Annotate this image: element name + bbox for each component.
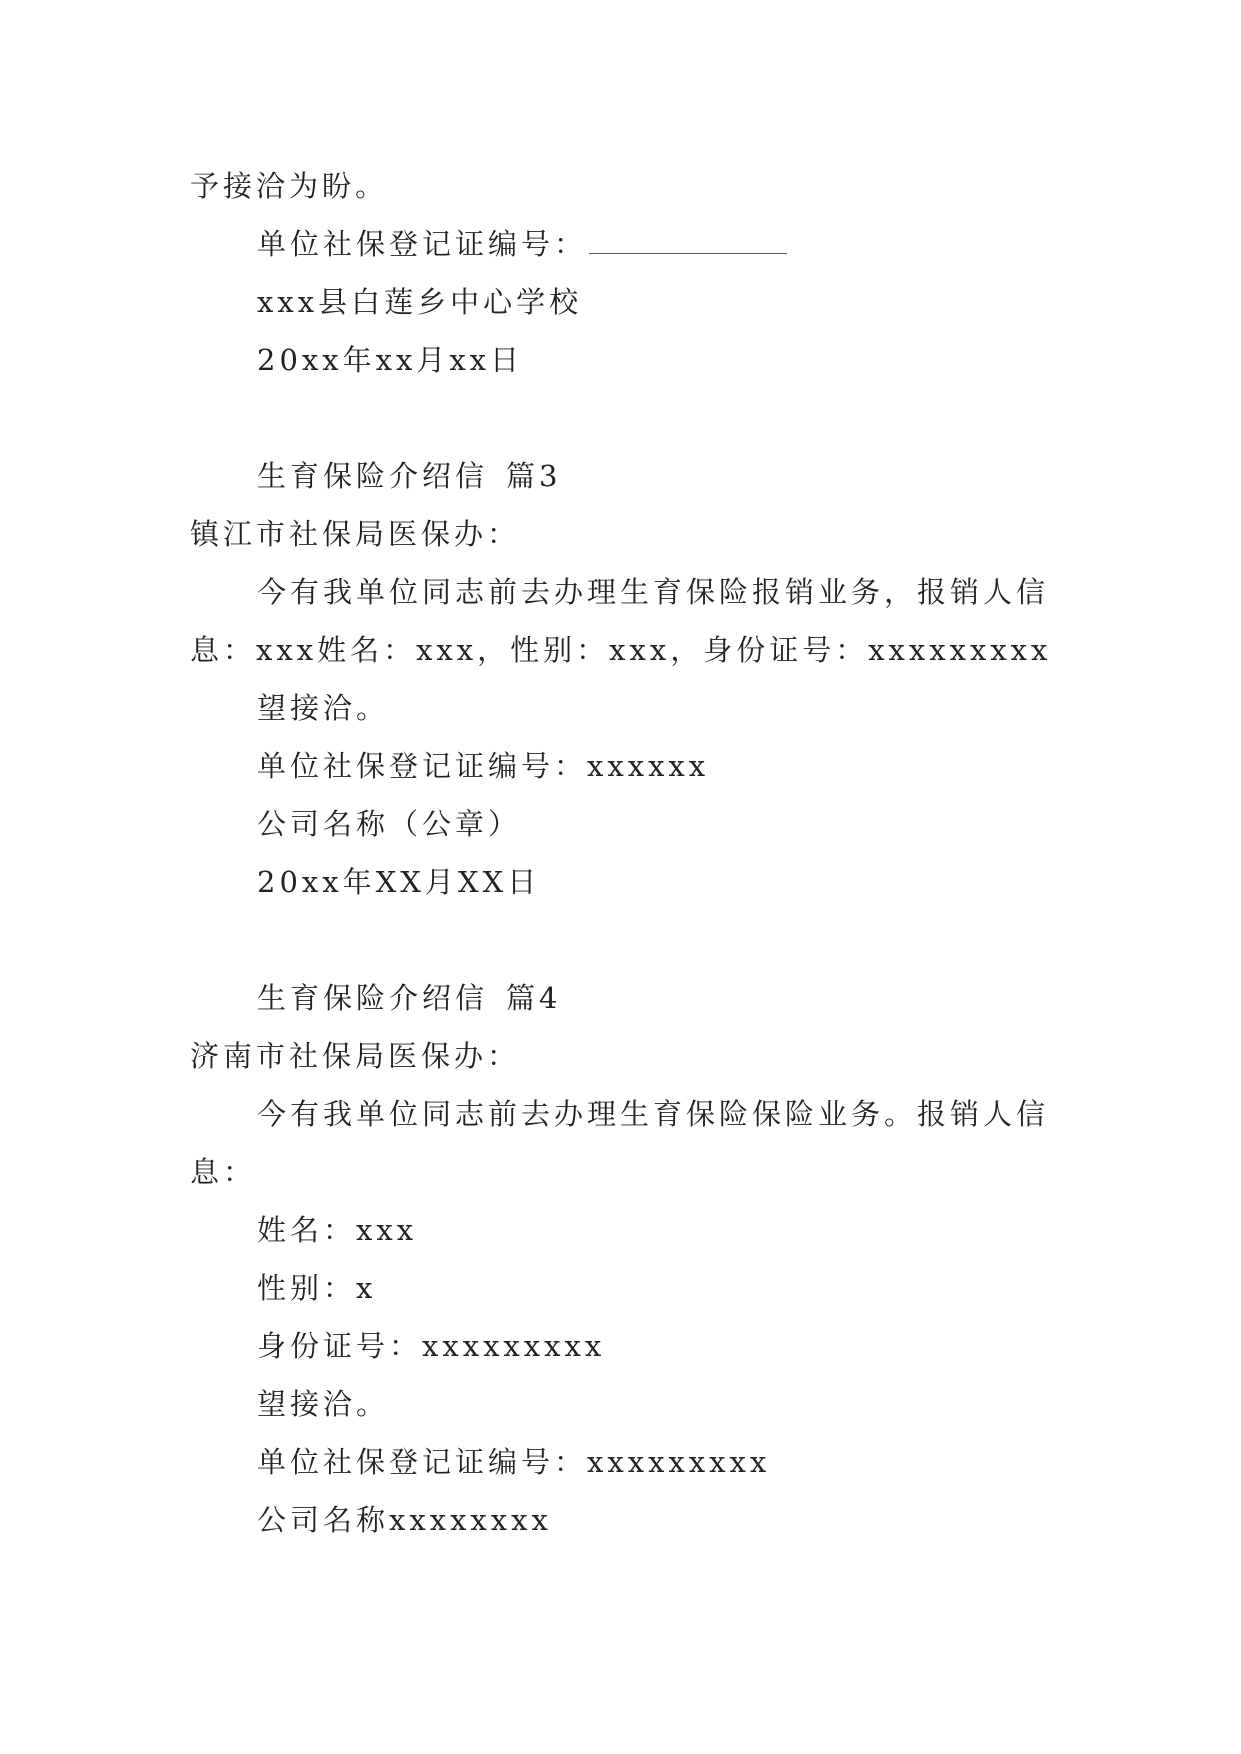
section3-recipient: 镇江市社保局医保办： [190,517,521,551]
section4-number: 篇4 [506,981,562,1015]
section4-body-line1: 今有我单位同志前去办理生育保险保险业务。报销人信 [257,1097,1050,1131]
section4-id-number: 身份证号：xxxxxxxxx [257,1329,606,1363]
section4-social-security: 单位社保登记证编号：xxxxxxxxx [257,1445,771,1479]
section3-heading [257,458,561,494]
section3-company: 公司名称（公章） [257,807,522,841]
section4-company: 公司名称xxxxxxxx [257,1503,552,1537]
section3-request: 望接洽。 [257,691,390,725]
section4-gender: 性别：x [257,1271,377,1305]
closing-line: 予接洽为盼。 [190,169,389,203]
social-security-blank [589,231,787,254]
section4-recipient: 济南市社保局医保办： [190,1039,521,1073]
section4-name: 姓名：xxx [257,1213,418,1247]
section3-date: 20xx年XX月XX日 [257,865,541,899]
social-security-line [257,226,787,262]
section3-title: 生育保险介绍信 [257,459,489,493]
section4-heading [257,980,561,1016]
section3-number: 篇3 [506,459,562,493]
section2-date: 20xx年xx月xx日 [257,343,524,377]
social-security-label: 单位社保登记证编号： [257,227,588,261]
section4-body-line2: 息： [190,1155,257,1189]
section4-title: 生育保险介绍信 [257,981,489,1015]
school-name: xxx县白莲乡中心学校 [257,285,583,319]
section3-social-security: 单位社保登记证编号：xxxxxx [257,749,710,783]
section4-request: 望接洽。 [257,1387,390,1421]
section3-body-line2: 息：xxx姓名：xxx，性别：xxx，身份证号：xxxxxxxxx [190,633,1052,667]
section3-body-line1: 今有我单位同志前去办理生育保险报销业务，报销人信 [257,575,1050,609]
